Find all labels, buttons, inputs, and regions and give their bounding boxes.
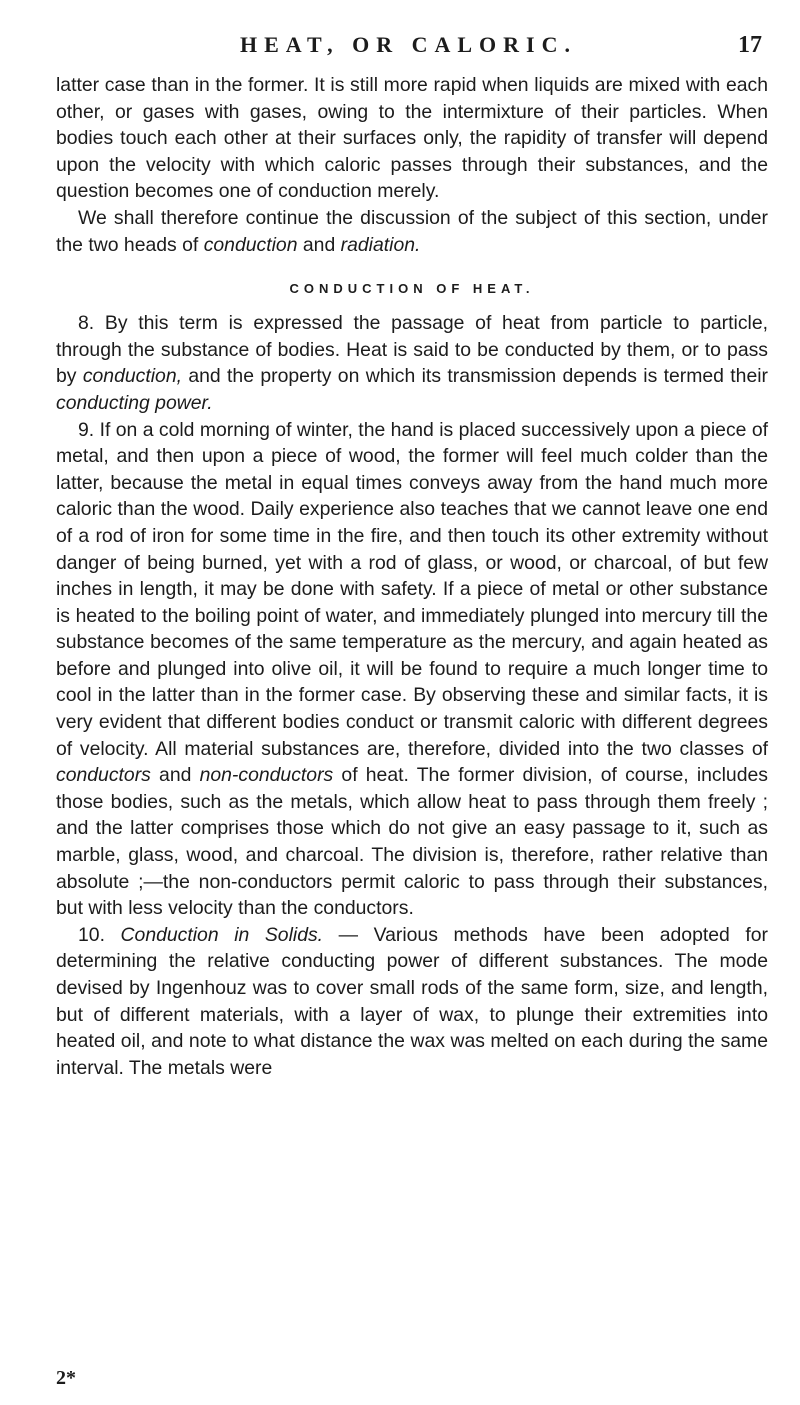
body-text	[56, 72, 768, 1081]
paragraph-continuation	[56, 72, 768, 205]
subsection-title: Conduction in Solids.	[120, 923, 324, 946]
term-conductors: conductors	[56, 764, 151, 787]
term-conduction: conduction	[203, 233, 298, 256]
signature-mark: 2*	[56, 1367, 76, 1389]
paragraph-text: of heat. The former division, of course, includes those bodies, such as the metals, which allow heat to pass through them freely ; and the latter comprises those which do not give an easy passage to it, such as marble, glass, wood, and charcoal. The division is, therefore, rather relative than absolute ;—the non-conductors permit caloric to pass through their substances, but with less velocity than the conductors.	[56, 764, 768, 920]
term-non-conductors: non-conductors	[199, 764, 334, 787]
paragraph-text: 9. If on a cold morning of winter, the hand is placed successively upon a piece of metal, and then upon a piece of wood, the former will feel much colder than the latter, because the metal in equal times conveys away from the hand much more caloric than the wood. Daily experience also teaches that we cannot leave one end of a rod of iron for some time in the fire, and then touch its other extremity without danger of being burned, yet with a rod of glass, or wood, or charcoal, of but few inches in length, it may be done with safety. If a piece of metal or other substance is heated to the boiling point of water, and immediately plunged into mercury till the substance becomes of the same temperature as the mercury, and again heated as before and plunged into olive oil, it will be found to require a much longer time to cool in the latter than in the former case. By observing these and similar facts, it is very evident that different bodies conduct or transmit caloric with different degrees of velocity. All material substances are, therefore, divided into the two classes of	[56, 418, 768, 760]
running-title: HEAT, OR CALORIC.	[240, 32, 577, 57]
paragraph-text: and the property on which its transmission depends is termed their	[182, 365, 769, 388]
term-conduction: conduction,	[82, 365, 183, 388]
term-conducting-power: conducting power.	[56, 391, 213, 414]
running-head	[0, 30, 800, 70]
page-number: 17	[738, 32, 762, 58]
paragraph-text: and	[297, 233, 341, 256]
paragraph-9	[56, 417, 768, 922]
paragraph-transition	[56, 205, 768, 258]
section-heading: CONDUCTION OF HEAT.	[289, 281, 535, 297]
paragraph-text: and	[150, 764, 200, 787]
paragraph-text: 8. By this term is expressed the passage of heat from particle to particle, through the substance of bodies. Heat is said to be conducted by them, or to pass by	[56, 312, 768, 388]
paragraph-text: latter case than in the former. It is still more rapid when liquids are mixed with each other, or gases with gases, owing to the intermixture of their particles. When bodies touch each other at their surfaces only, the rapidity of transfer will depend upon the velocity with which caloric passes through their substances, and the question becomes one of conduction merely.	[56, 74, 768, 203]
term-radiation: radiation.	[340, 233, 421, 256]
paragraph-8	[56, 310, 768, 416]
paragraph-text: — Various methods have been adopted for determining the relative conducting power of different substances. The mode devised by Ingenhouz was to cover small rods of the same form, size, and length, but of different materials, with a layer of wax, to plunge their extremities into heated oil, and note to what distance the wax was melted on each during the same interval. The metals were	[56, 923, 769, 1079]
paragraph-text: We shall therefore continue the discussion of the subject of this section, under the two heads of	[56, 206, 768, 256]
paragraph-number: 10.	[78, 923, 121, 946]
paragraph-10	[56, 922, 768, 1082]
